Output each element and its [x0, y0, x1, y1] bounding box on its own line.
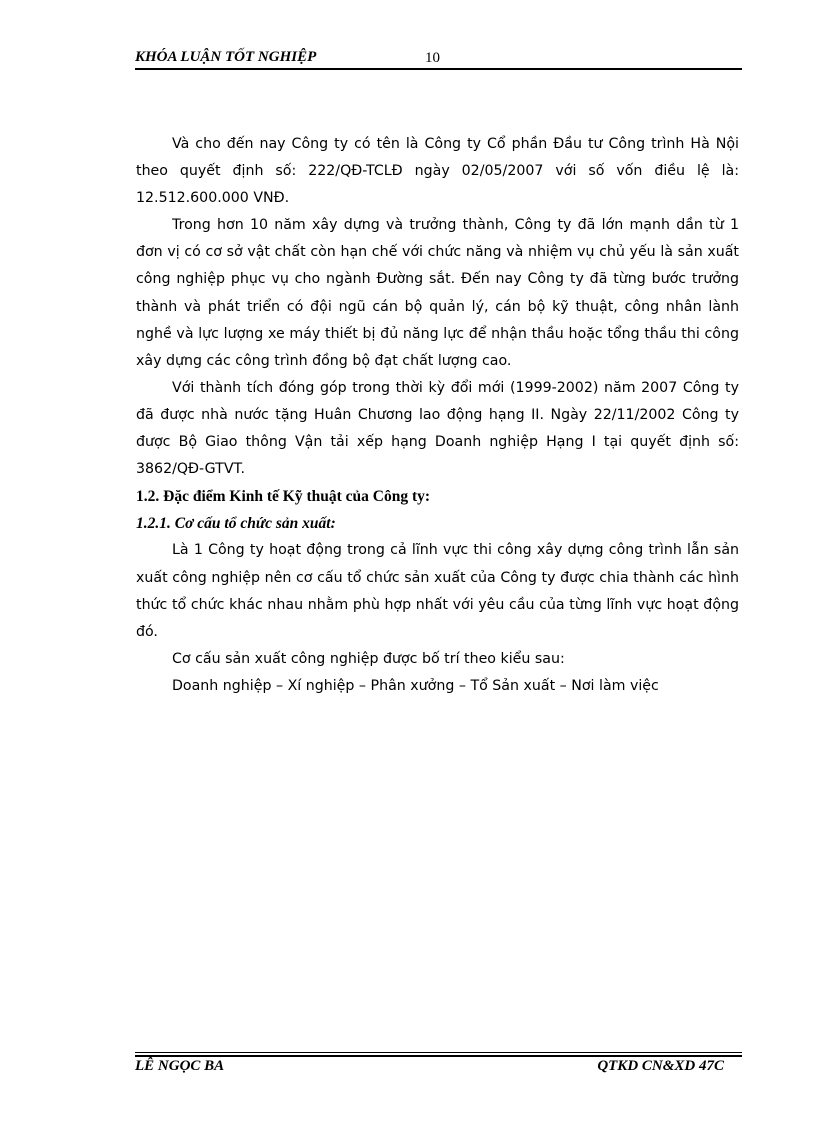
- paragraph-4: Là 1 Công ty hoạt động trong cả lĩnh vực thi công xây dựng công trình lẫn sản xuất công nghiệp nên cơ cấu tổ chức sản xuất của Công ty được chia thành các hình thức tổ chức khác nhau nhằm phù hợp nhất với yêu cầu của từng lĩnh vực hoạt động đó.: [136, 542, 739, 640]
- footer-author: LÊ NGỌC BA: [135, 1058, 225, 1074]
- footer-rule-thin: [135, 1052, 742, 1053]
- header-title: KHÓA LUẬN TỐT NGHIỆP: [135, 49, 317, 65]
- paragraph-1: Và cho đến nay Công ty có tên là Công ty Cổ phần Đầu tư Công trình Hà Nội theo quyết định số: 222/QĐ-TCLĐ ngày 02/05/2007 với số vốn điều lệ là: 12.512.600.000 VNĐ.: [136, 136, 739, 207]
- structure-intro: Cơ cấu sản xuất công nghiệp được bố trí theo kiểu sau:: [172, 650, 565, 667]
- page-footer: [135, 1058, 742, 1078]
- footer-rule-thick: [135, 1055, 742, 1057]
- header-rule: [135, 68, 742, 70]
- structure-chain: Doanh nghiệp – Xí nghiệp – Phân xưởng – Tổ Sản xuất – Nơi làm việc: [172, 677, 659, 694]
- paragraph-2: Trong hơn 10 năm xây dựng và trưởng thành, Công ty đã lớn mạnh dần từ 1 đơn vị có cơ sở vật chất còn hạn chế với chức năng và nhiệm vụ chủ yếu là sản xuất công nghiệp phục vụ cho ngành Đường sắt. Đến nay Công ty đã từng bước trưởng thành và phát triển có đội ngũ cán bộ quản lý, cán bộ kỹ thuật, công nhân lành nghề và lực lượng xe máy thiết bị đủ năng lực để nhận thầu hoặc tổng thầu thi công xây dựng các công trình đồng bộ đạt chất lượng cao.: [136, 217, 739, 369]
- document-body: [136, 131, 739, 700]
- page-header: [135, 49, 742, 69]
- footer-class: QTKD CN&XD 47C: [597, 1058, 724, 1074]
- paragraph-3: Với thành tích đóng góp trong thời kỳ đổi mới (1999-2002) năm 2007 Công ty đã được nhà nước tặng Huân Chương lao động hạng II. Ngày 22/11/2002 Công ty được Bộ Giao thông Vận tải xếp hạng Doanh nghiệp Hạng I tại quyết định số: 3862/QĐ-GTVT.: [136, 379, 739, 478]
- subsection-heading: 1.2.1. Cơ cấu tổ chức sản xuất:: [136, 515, 336, 533]
- page-number: 10: [425, 50, 440, 66]
- section-heading: 1.2. Đặc điểm Kinh tế Kỹ thuật của Công ty:: [136, 488, 431, 506]
